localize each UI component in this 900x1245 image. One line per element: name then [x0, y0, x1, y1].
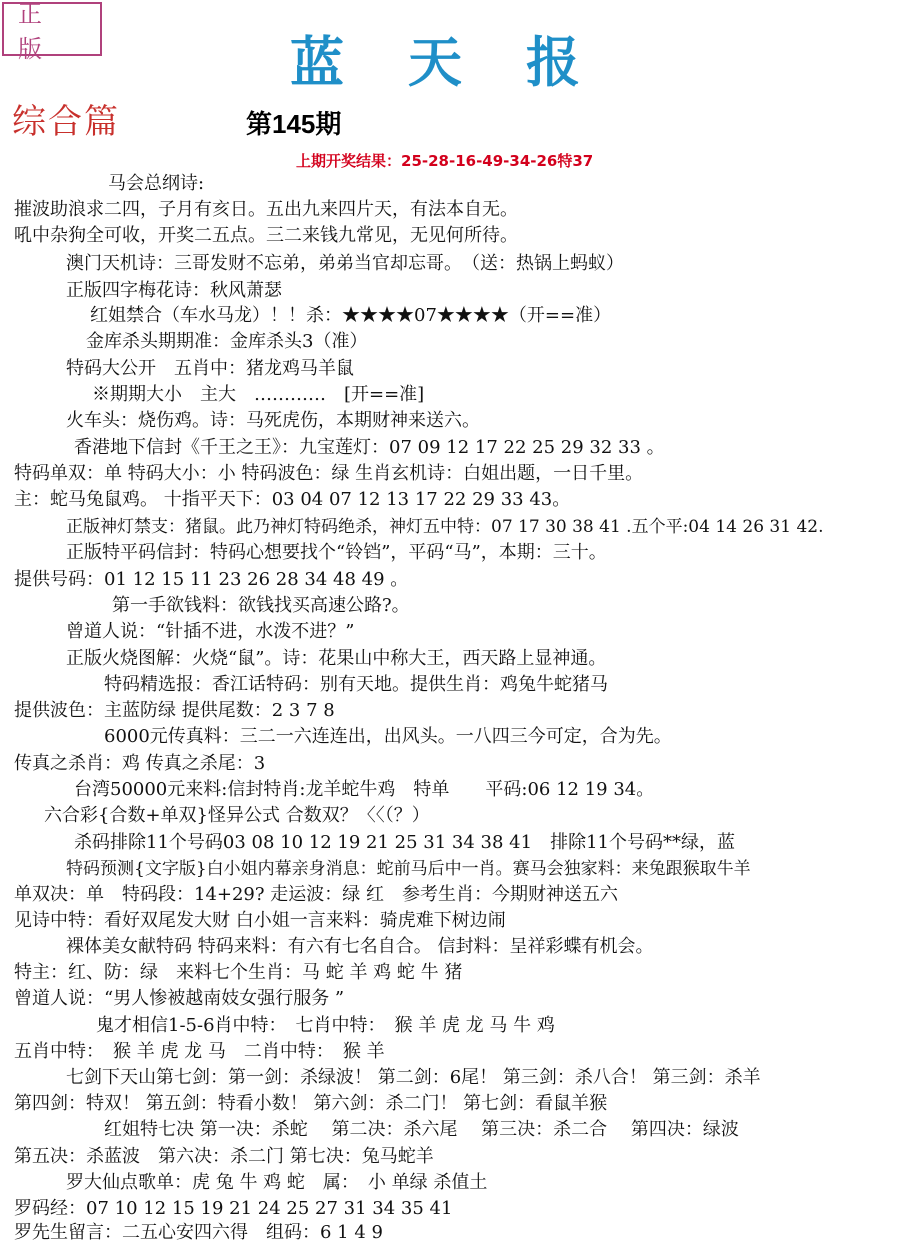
text-line: 正版神灯禁支：猪鼠。此乃神灯特码绝杀，神灯五中特：07 17 30 38 41 .五个平:04 14 26 31 42. — [66, 517, 824, 537]
text-line: 马会总纲诗: — [108, 173, 205, 194]
text-line: 罗先生留言：二五心安四六得 组码：6 1 4 9 — [14, 1222, 383, 1243]
text-line: 六合彩{合数+单双}怪异公式 合数双？〈〈（？） — [44, 805, 430, 826]
text-line: 特码单双：单 特码大小：小 特码波色：绿 生肖玄机诗：白姐出题，一日千里。 — [14, 463, 644, 484]
text-line: 正版四字梅花诗：秋风萧瑟 — [66, 280, 282, 301]
text-line: 正版特平码信封：特码心想要找个“铃铛”，平码“马”，本期：三十。 — [66, 542, 607, 563]
text-line: 红姐禁合（车水马龙）！！杀：★★★★07★★★★（开==准） — [90, 305, 612, 326]
text-line: 罗大仙点歌单：虎 兔 牛 鸡 蛇 属： 小 单绿 杀值土 — [66, 1172, 488, 1193]
text-line: 澳门天机诗：三哥发财不忘弟，弟弟当官却忘哥。 （送：热锅上蚂蚁） — [66, 253, 624, 274]
newspaper-masthead: 蓝天报 — [290, 31, 644, 94]
text-line: 香港地下信封《千王之王》：九宝莲灯：07 09 12 17 22 25 29 32 33 。 — [74, 437, 665, 458]
text-line: 特码预测{文字版}白小姐内幕亲身消息：蛇前马后中一肖。赛马会独家料：来兔跟猴取牛羊 — [66, 859, 751, 879]
text-line: 曾道人说：“针插不进，水泼不进？” — [66, 621, 355, 642]
text-line: 传真之杀肖：鸡 传真之杀尾：3 — [14, 753, 266, 774]
text-line: 曾道人说：“男人惨被越南妓女强行服务 ” — [14, 988, 345, 1009]
issue-number: 第145期 — [246, 109, 342, 139]
text-line: 罗码经：07 10 12 15 19 21 24 25 27 31 34 35 41 — [14, 1198, 453, 1219]
text-line: 提供波色：主蓝防绿 提供尾数：2 3 7 8 — [14, 700, 335, 721]
text-line: 鬼才相信1-5-6肖中特： 七肖中特： 猴 羊 虎 龙 马 牛 鸡 — [96, 1015, 555, 1036]
text-line: 特码大公开 五肖中：猪龙鸡马羊鼠 — [66, 358, 354, 379]
text-line: 红姐特七决 第一决：杀蛇 第二决：杀六尾 第三决：杀二合 第四决：绿波 — [104, 1119, 739, 1140]
text-line: 第四剑：特双！ 第五剑：特看小数！ 第六剑：杀二门！ 第七剑：看鼠羊猴 — [14, 1093, 608, 1114]
section-title: 综合篇 — [12, 102, 120, 142]
text-line: 第一手欲钱料：欲钱找买高速公路?。 — [112, 595, 410, 616]
text-line: 提供号码：01 12 15 11 23 26 28 34 48 49 。 — [14, 569, 409, 590]
text-line: 金库杀头期期准：金库杀头3（准） — [86, 331, 368, 352]
authentic-badge: 正 版 — [2, 2, 102, 56]
text-line: 火车头：烧伤鸡。诗：马死虎伤，本期财神来送六。 — [66, 410, 480, 431]
text-line: 单双决：单 特码段：14+29? 走运波：绿 红 参考生肖：今期财神送五六 — [14, 884, 618, 905]
text-line: 6000元传真料：三二一六连连出，出风头。一八四三今可定，合为先。 — [104, 726, 672, 747]
text-line: 台湾50000元来料:信封特肖:龙羊蛇牛鸡 特单 平码:06 12 19 34。 — [74, 779, 655, 800]
text-line: 第五决：杀蓝波 第六决：杀二门 第七决：兔马蛇羊 — [14, 1146, 434, 1167]
text-line: 吼中杂狗全可收，开奖二五点。三二来钱九常见，无见何所待。 — [14, 225, 518, 246]
text-line: 七剑下天山第七剑：第一剑：杀绿波！ 第二剑：6尾！ 第三剑：杀八合！ 第三剑：杀羊 — [66, 1067, 761, 1088]
text-line: 杀码排除11个号码03 08 10 12 19 21 25 31 34 38 41 排除11个号码**绿，蓝 — [74, 832, 735, 853]
text-line: 特主：红、防：绿 来料七个生肖：马 蛇 羊 鸡 蛇 牛 猪 — [14, 962, 463, 983]
text-line: ※期期大小 主大 ………… [开==准] — [92, 384, 425, 405]
text-line: 摧波助浪求二四，子月有亥日。五出九来四片天，有法本自无。 — [14, 199, 518, 220]
text-line: 主：蛇马兔鼠鸡。 十指平天下：03 04 07 12 13 17 22 29 33 43。 — [14, 489, 571, 510]
text-line: 见诗中特：看好双尾发大财 白小姐一言来料：骑虎难下树边闹 — [14, 910, 506, 931]
last-draw-result: 上期开奖结果：25-28-16-49-34-26特37 — [296, 152, 594, 170]
text-line: 五肖中特： 猴 羊 虎 龙 马 二肖中特： 猴 羊 — [14, 1041, 385, 1062]
text-line: 正版火烧图解：火烧“鼠”。诗：花果山中称大王，西天路上显神通。 — [66, 648, 607, 669]
text-line: 裸体美女献特码 特码来料：有六有七名自合。 信封料：呈祥彩蝶有机会。 — [66, 936, 654, 957]
text-line: 特码精选报：香江话特码：别有天地。提供生肖：鸡兔牛蛇猪马 — [104, 674, 608, 695]
